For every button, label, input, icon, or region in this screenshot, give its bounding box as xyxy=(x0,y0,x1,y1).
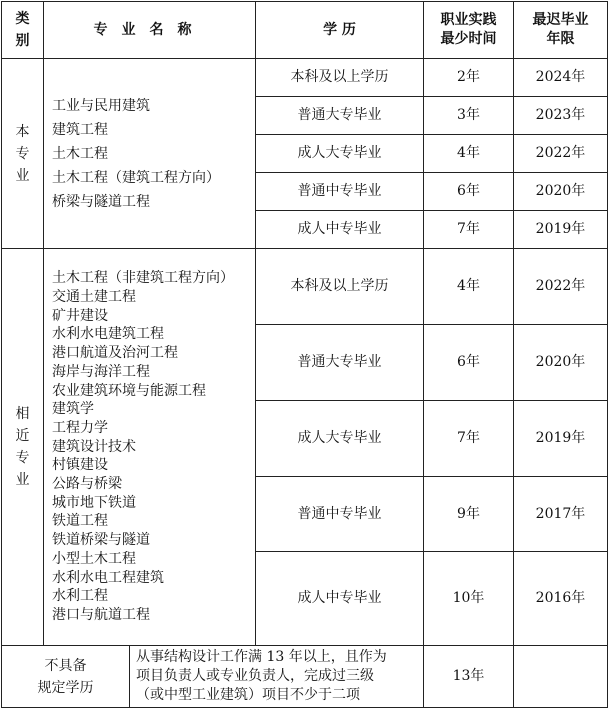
grad-year-cell: 2019年 xyxy=(514,401,608,477)
years-cell: 2年 xyxy=(424,59,514,97)
grad-year-cell: 2020年 xyxy=(514,325,608,401)
grad-year-cell: 2020年 xyxy=(514,173,608,211)
footer-note: 从事结构设计工作满 13 年以上，且作为 项目负责人或专业负责人，完成过三级 （或中型工业建筑）项目不少于二项 xyxy=(130,646,424,708)
header-major-name: 专业名称 xyxy=(44,2,256,59)
education-cell: 成人大专毕业 xyxy=(256,401,424,477)
grad-year-cell: 2017年 xyxy=(514,477,608,552)
education-cell: 普通大专毕业 xyxy=(256,97,424,135)
education-cell: 普通中专毕业 xyxy=(256,173,424,211)
header-row xyxy=(2,2,608,59)
grad-year-cell: 2019年 xyxy=(514,211,608,249)
grad-year-cell: 2022年 xyxy=(514,135,608,173)
footer-label: 不具备 规定学历 xyxy=(2,646,130,708)
years-cell: 7年 xyxy=(424,211,514,249)
years-cell: 10年 xyxy=(424,552,514,646)
major-list: 工业与民用建筑 建筑工程 土木工程 土木工程（建筑工程方向） 桥梁与隧道工程 xyxy=(44,59,256,249)
education-cell: 普通中专毕业 xyxy=(256,477,424,552)
years-cell: 3年 xyxy=(424,97,514,135)
years-cell: 6年 xyxy=(424,325,514,401)
footer-years: 13年 xyxy=(424,646,514,708)
table-row xyxy=(2,59,608,97)
header-practice-time: 职业实践 最少时间 xyxy=(424,2,514,59)
years-cell: 9年 xyxy=(424,477,514,552)
header-graduation-limit: 最迟毕业 年限 xyxy=(514,2,608,59)
grad-year-cell: 2016年 xyxy=(514,552,608,646)
grad-year-cell: 2024年 xyxy=(514,59,608,97)
category-own-major: 本 专 业 xyxy=(2,59,44,249)
education-cell: 本科及以上学历 xyxy=(256,249,424,325)
footer-row xyxy=(2,646,608,708)
years-cell: 4年 xyxy=(424,249,514,325)
category-related-major: 相 近 专 业 xyxy=(2,249,44,646)
education-cell: 成人大专毕业 xyxy=(256,135,424,173)
years-cell: 7年 xyxy=(424,401,514,477)
header-education: 学 历 xyxy=(256,2,424,59)
years-cell: 6年 xyxy=(424,173,514,211)
education-cell: 本科及以上学历 xyxy=(256,59,424,97)
education-cell: 成人中专毕业 xyxy=(256,552,424,646)
major-list: 土木工程（非建筑工程方向） 交通土建工程 矿井建设 水利水电建筑工程 港口航道及治河工程 海岸与海洋工程 农业建筑环境与能源工程 建筑学 工程力学 建筑设计技术 村镇建设 公路与桥梁 城市地下铁道 铁道工程 铁道桥梁与隧道 小型土木工程 水利水电工程建筑 水利工程 港口与航道工程 xyxy=(44,249,256,646)
grad-year-cell: 2022年 xyxy=(514,249,608,325)
qualification-table xyxy=(1,1,608,708)
grad-year-cell: 2023年 xyxy=(514,97,608,135)
years-cell: 4年 xyxy=(424,135,514,173)
education-cell: 成人中专毕业 xyxy=(256,211,424,249)
header-category: 类 别 xyxy=(2,2,44,59)
education-cell: 普通大专毕业 xyxy=(256,325,424,401)
table-row xyxy=(2,249,608,325)
footer-grad xyxy=(514,646,608,708)
